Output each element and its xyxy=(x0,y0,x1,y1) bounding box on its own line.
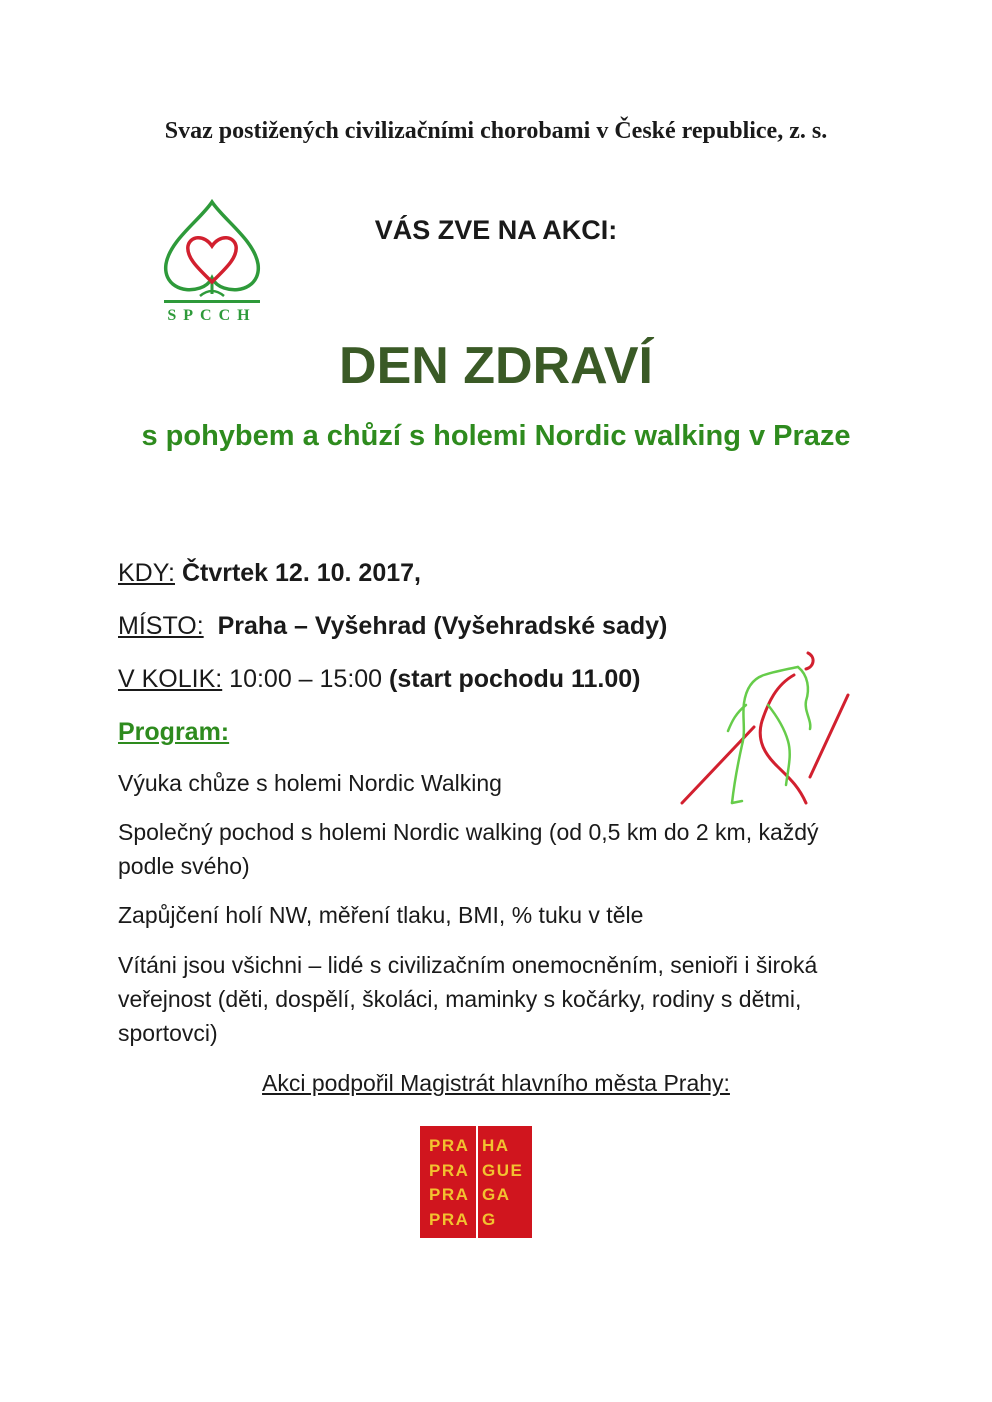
program-item: Společný pochod s holemi Nordic walking (od 0,5 km do 2 km, každý podle svého) xyxy=(118,819,819,879)
praha-logo-text: PRA xyxy=(429,1185,470,1204)
program-item: Vítáni jsou všichni – lidé s civilizačním onemocněním, senioři i široká veřejnost (děti, dospělí, školáci, maminky s kočárky, rodiny s dětmi, sportovci) xyxy=(118,952,818,1046)
nordic-walker-icon xyxy=(676,645,856,810)
where-value: Praha – Vyšehrad (Vyšehradské sady) xyxy=(217,612,668,640)
program-item: Zapůjčení holí NW, měření tlaku, BMI, % tuku v těle xyxy=(118,902,644,928)
praha-logo-text: HA xyxy=(482,1136,510,1155)
praha-logo-text: G xyxy=(482,1209,497,1229)
praha-logo-text: GUE xyxy=(482,1160,524,1180)
time-label: V KOLIK: xyxy=(118,665,223,693)
when-label: KDY: xyxy=(118,559,175,587)
praha-logo-right xyxy=(482,1134,523,1232)
invite-heading: VÁS ZVE NA AKCI: xyxy=(374,215,618,245)
praha-logo-divider xyxy=(476,1126,478,1238)
spcch-logo-text: SPCCH xyxy=(167,307,257,324)
praha-logo-text: PRA xyxy=(429,1160,470,1180)
program-heading: Program: xyxy=(118,718,230,746)
where-row xyxy=(118,609,667,643)
time-row xyxy=(118,662,641,696)
when-row xyxy=(118,556,421,590)
time-note: (start pochodu 11.00) xyxy=(389,665,641,693)
event-subtitle: s pohybem a chůzí s holemi Nordic walking v Praze xyxy=(141,420,851,452)
when-value: Čtvrtek 12. 10. 2017, xyxy=(181,559,421,587)
program-item: Výuka chůze s holemi Nordic Walking xyxy=(118,770,502,796)
praha-logo-text: PRA xyxy=(429,1136,470,1155)
support-note: Akci podpořil Magistrát hlavního města Prahy: xyxy=(262,1070,730,1096)
time-value: 10:00 – 15:00 xyxy=(229,665,383,693)
organization-name: Svaz postižených civilizačními chorobami v České republice, z. s. xyxy=(164,118,828,144)
praha-logo-left xyxy=(429,1134,469,1232)
praha-logo-text: GA xyxy=(482,1185,511,1204)
event-title: DEN ZDRAVÍ xyxy=(339,337,653,395)
praha-logo-text: PRA xyxy=(429,1209,470,1229)
praha-logo xyxy=(420,1126,532,1238)
where-label: MÍSTO: xyxy=(118,612,204,640)
